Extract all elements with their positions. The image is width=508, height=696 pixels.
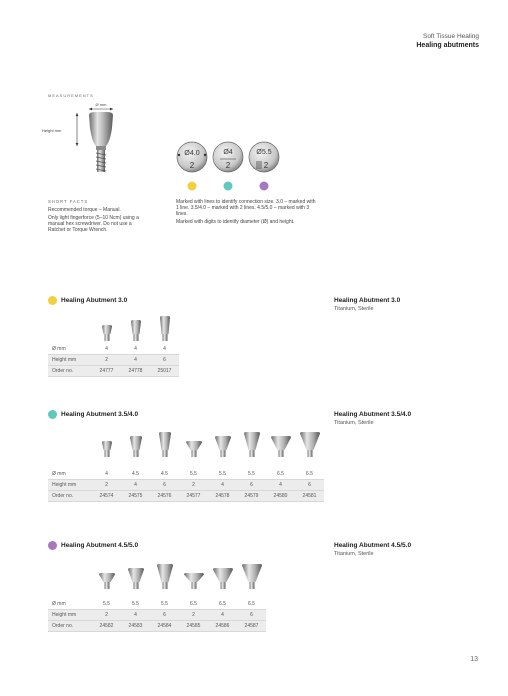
table-cell: 5.5: [208, 469, 237, 480]
row-label: Ø mm: [48, 344, 92, 355]
height-row: [48, 610, 266, 621]
abutment-image-icon: [240, 428, 264, 463]
spec-table: [48, 469, 324, 502]
diameter-label: Ø mm: [95, 102, 107, 107]
table-cell: 5.5: [237, 469, 266, 480]
section-color-dot: [48, 541, 57, 550]
table-cell: 4: [121, 610, 150, 621]
abutment-image-icon: [182, 428, 206, 463]
table-cell: 24579: [237, 491, 266, 502]
product-material: Titanium, Sterile: [334, 551, 374, 557]
section-color-dot: [48, 296, 57, 305]
short-facts-line-1: Recommended torque – Manual.: [48, 207, 121, 213]
table-cell: 5.5: [92, 599, 121, 610]
table-cell: 2: [92, 355, 121, 366]
table-cell: 5.5: [150, 599, 179, 610]
abutment-head-icon: [89, 112, 113, 146]
short-facts-label: SHORT FACTS: [48, 199, 89, 204]
marking-caps: [170, 138, 280, 196]
table-cell: 6.5: [266, 469, 295, 480]
height-row: [48, 355, 179, 366]
order-row: [48, 366, 179, 377]
table-cell: 4: [121, 344, 150, 355]
row-label: Order no.: [48, 491, 92, 502]
abutment-image-icon: [269, 428, 293, 463]
table-cell: 24584: [150, 621, 179, 632]
markings-lines-text: Marked with lines to identify connection size. 3.0 – marked with 1 line. 3.5/4.0 – marked with 2 lines. 4.5/5.0 – marked with 3 lines.: [176, 199, 316, 217]
table-cell: 4: [92, 344, 121, 355]
page-title: Healing abutments: [416, 42, 479, 49]
table-cell: 6: [150, 355, 179, 366]
table-cell: 6: [237, 480, 266, 491]
table-cell: 4: [92, 469, 121, 480]
abutment-image-icon: [95, 560, 119, 595]
table-cell: 4: [121, 480, 150, 491]
row-label: Order no.: [48, 366, 92, 377]
table-cell: 24578: [208, 491, 237, 502]
table-cell: 2: [92, 480, 121, 491]
abutment-image-icon: [298, 428, 322, 463]
abutment-image-icon: [124, 428, 148, 463]
table-cell: 24587: [237, 621, 266, 632]
product-material: Titanium, Sterile: [334, 306, 374, 312]
height-row: [48, 480, 324, 491]
abutment-thread-icon: [96, 150, 106, 172]
cap-1-digit: 2: [189, 161, 195, 170]
diameter-row: [48, 344, 179, 355]
abutment-image-icon: [153, 428, 177, 463]
cap-3-diameter: Ø5.5: [256, 149, 272, 156]
short-facts: [48, 207, 148, 235]
table-cell: 6: [237, 610, 266, 621]
table-cell: 4: [121, 355, 150, 366]
table-cell: 4: [208, 480, 237, 491]
table-cell: 2: [179, 610, 208, 621]
table-cell: 4.5: [150, 469, 179, 480]
cap-3-digit: 2: [263, 161, 269, 170]
markings-text: [176, 199, 316, 227]
diameter-row: [48, 469, 324, 480]
row-label: Height mm: [48, 355, 92, 366]
table-cell: 6: [150, 610, 179, 621]
order-row: [48, 491, 324, 502]
row-label: Height mm: [48, 610, 92, 621]
short-facts-line-2: Only light fingerforce (5–10 Ncm) using a manual hex screwdriver. Do not use a Ratchet or Torque Wrench.: [48, 215, 139, 233]
table-cell: 6.5: [208, 599, 237, 610]
abutment-image-icon: [211, 428, 235, 463]
cap-2-diameter: Ø4: [223, 149, 233, 156]
row-label: Height mm: [48, 480, 92, 491]
table-cell: 6.5: [237, 599, 266, 610]
section-title: Healing Abutment 3.5/4.0: [61, 411, 139, 418]
table-cell: 24582: [92, 621, 121, 632]
diameter-row: [48, 599, 266, 610]
table-cell: 24583: [121, 621, 150, 632]
product-title: Healing Abutment 3.5/4.0: [334, 411, 412, 418]
table-cell: 24585: [179, 621, 208, 632]
table-cell: 24580: [266, 491, 295, 502]
abutment-image-icon: [153, 560, 177, 595]
row-label: Order no.: [48, 621, 92, 632]
header-category: Soft Tissue Healing: [422, 33, 479, 40]
section-title: Healing Abutment 4.5/5.0: [61, 542, 139, 549]
cap-1-color-dot: [188, 182, 197, 191]
table-cell: 2: [179, 480, 208, 491]
table-cell: 4: [150, 344, 179, 355]
spec-table: [48, 344, 179, 377]
row-label: Ø mm: [48, 599, 92, 610]
row-label: Ø mm: [48, 469, 92, 480]
abutment-image-icon: [153, 312, 177, 347]
order-row: [48, 621, 266, 632]
table-cell: 25017: [150, 366, 179, 377]
table-cell: 24778: [121, 366, 150, 377]
cap-2-color-dot: [224, 182, 233, 191]
height-label: Height mm: [42, 128, 62, 133]
table-cell: 24581: [295, 491, 324, 502]
abutment-image-icon: [95, 312, 119, 347]
section-color-dot: [48, 410, 57, 419]
product-title: Healing Abutment 3.0: [334, 297, 401, 304]
cap-4-5: [249, 142, 279, 172]
cap-3-color-dot: [260, 182, 269, 191]
markings-digits-text: Marked with digits to identify diameter (Ø) and height.: [176, 219, 295, 225]
table-cell: 24777: [92, 366, 121, 377]
table-cell: 6: [295, 480, 324, 491]
product-title: Healing Abutment 4.5/5.0: [334, 542, 412, 549]
table-cell: 24577: [179, 491, 208, 502]
table-cell: 4.5: [121, 469, 150, 480]
abutment-image-icon: [182, 560, 206, 595]
measurement-diagram: [40, 98, 140, 193]
table-cell: 24576: [150, 491, 179, 502]
abutment-image-icon: [124, 312, 148, 347]
product-material: Titanium, Sterile: [334, 420, 374, 426]
table-cell: 6: [150, 480, 179, 491]
table-cell: 6.5: [295, 469, 324, 480]
table-cell: 4: [266, 480, 295, 491]
table-cell: 24574: [92, 491, 121, 502]
table-cell: 5.5: [179, 469, 208, 480]
abutment-image-icon: [124, 560, 148, 595]
table-cell: 4: [208, 610, 237, 621]
cap-2-digit: 2: [225, 161, 231, 170]
spec-table: [48, 599, 266, 632]
abutment-image-icon: [95, 428, 119, 463]
cap-1-diameter: Ø4.0: [184, 150, 200, 157]
table-cell: 5.5: [121, 599, 150, 610]
measurements-label: MEASUREMENTS: [48, 93, 94, 98]
table-cell: 24575: [121, 491, 150, 502]
table-cell: 24586: [208, 621, 237, 632]
abutment-image-icon: [240, 560, 264, 595]
table-cell: 2: [92, 610, 121, 621]
cap-3-0: [177, 142, 207, 172]
table-cell: 6.5: [179, 599, 208, 610]
page-number: 13: [470, 656, 478, 663]
cap-3-5: [213, 142, 243, 172]
section-title: Healing Abutment 3.0: [61, 297, 128, 304]
abutment-image-icon: [211, 560, 235, 595]
